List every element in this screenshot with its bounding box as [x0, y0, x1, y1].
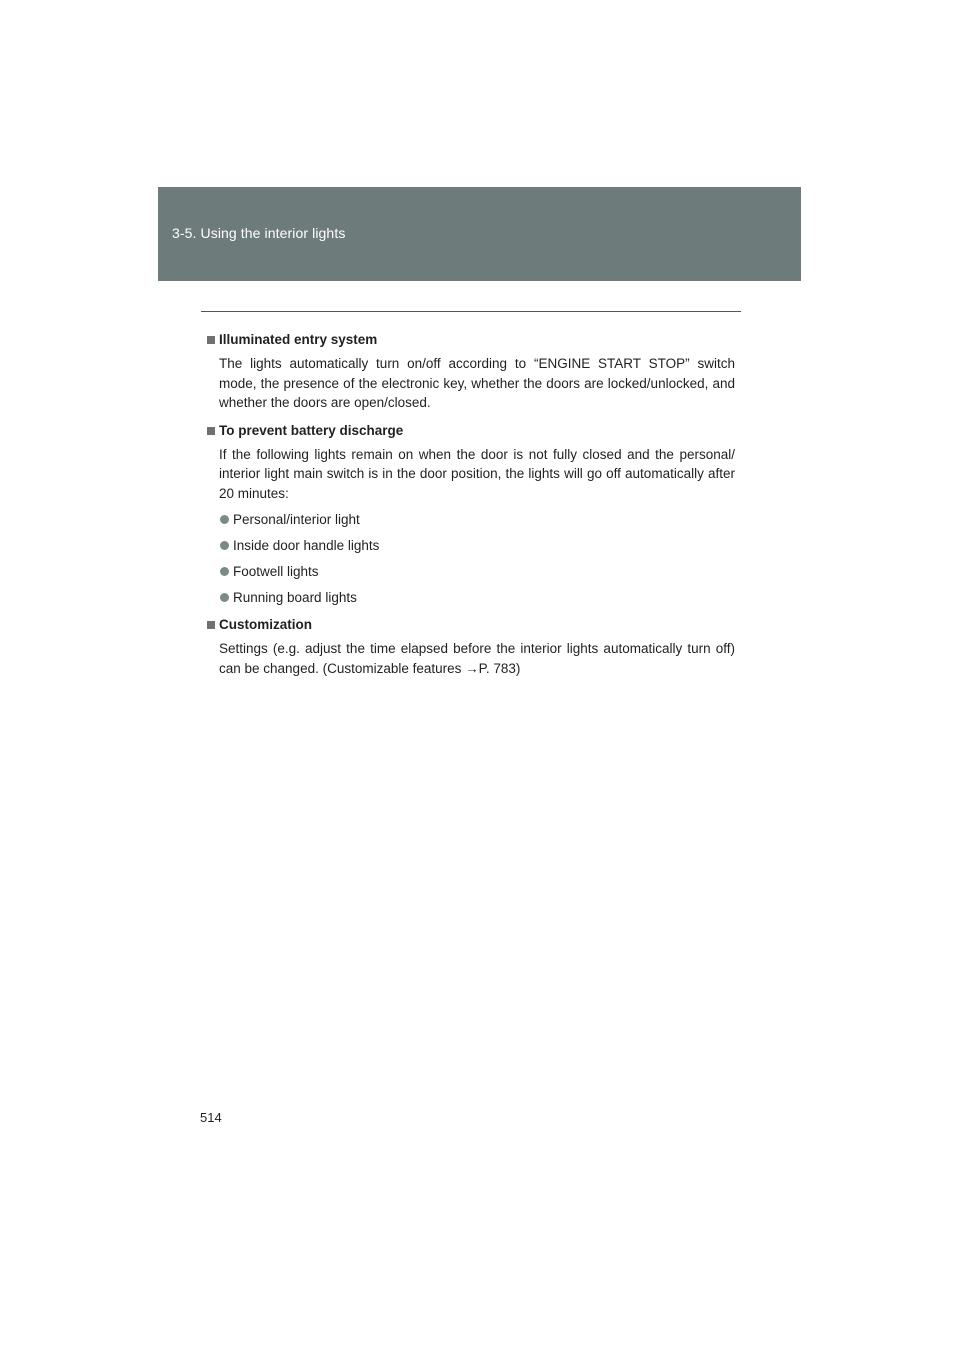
list-item — [220, 536, 735, 555]
chapter-header — [158, 187, 801, 281]
square-bullet-icon — [207, 427, 215, 435]
heading-text: Illuminated entry system — [219, 332, 378, 347]
section-paragraph: Settings (e.g. adjust the time elapsed before the interior lights automatically turn off) can be changed. (Customizable features →P. 783) — [219, 641, 735, 676]
page-content — [207, 330, 735, 686]
list-item — [220, 510, 735, 529]
heading-text: Customization — [219, 617, 312, 632]
section-battery-discharge — [207, 421, 735, 608]
light-list — [207, 510, 735, 607]
circle-bullet-icon — [220, 515, 229, 524]
section-illuminated-entry — [207, 330, 735, 413]
section-heading — [207, 421, 735, 441]
list-item — [220, 588, 735, 607]
circle-bullet-icon — [220, 567, 229, 576]
heading-text: To prevent battery discharge — [219, 422, 404, 438]
chapter-title: 3-5. Using the interior lights — [172, 225, 346, 241]
section-divider — [201, 311, 741, 312]
list-item-text: Inside door handle lights — [233, 538, 380, 553]
list-item — [220, 562, 735, 581]
list-item-text: Personal/interior light — [233, 512, 360, 527]
list-item-text: Footwell lights — [233, 564, 319, 579]
section-paragraph: If the following lights remain on when the door is not fully closed and the personal/ interior light main switch is in the door position, the lights will go off automatically after 20 minutes: — [219, 446, 735, 501]
section-customization — [207, 615, 735, 678]
section-paragraph: The lights automatically turn on/off according to “ENGINE START STOP” switch mode, the presence of the electronic key, whether the doors are locked/unlocked, and whether the doors are open/closed. — [219, 356, 735, 410]
circle-bullet-icon — [220, 541, 229, 550]
circle-bullet-icon — [220, 593, 229, 602]
section-heading — [207, 330, 735, 350]
page-number: 514 — [200, 1110, 222, 1125]
square-bullet-icon — [207, 336, 215, 344]
section-heading — [207, 615, 735, 635]
square-bullet-icon — [207, 621, 215, 629]
list-item-text: Running board lights — [233, 590, 357, 605]
